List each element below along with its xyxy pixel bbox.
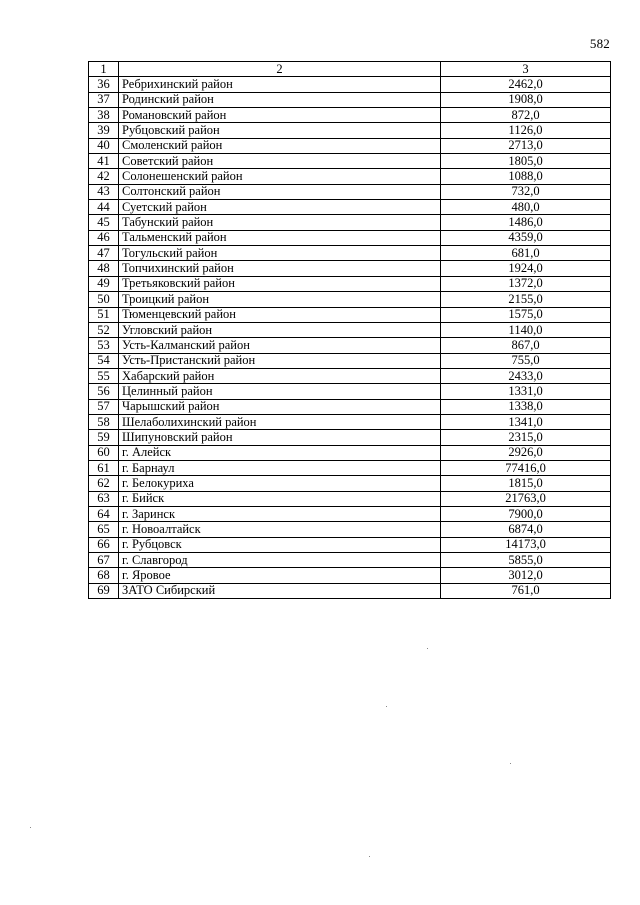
row-name: г. Алейск — [119, 445, 441, 460]
row-number: 62 — [89, 476, 119, 491]
row-number: 65 — [89, 522, 119, 537]
row-value: 2155,0 — [441, 292, 611, 307]
row-number: 68 — [89, 568, 119, 583]
row-name: ЗАТО Сибирский — [119, 583, 441, 598]
row-name: г. Белокуриха — [119, 476, 441, 491]
row-number: 60 — [89, 445, 119, 460]
row-value: 1815,0 — [441, 476, 611, 491]
table-row — [89, 77, 611, 92]
row-number: 36 — [89, 77, 119, 92]
row-name: г. Бийск — [119, 491, 441, 506]
row-value: 1924,0 — [441, 261, 611, 276]
row-value: 1341,0 — [441, 414, 611, 429]
row-number: 39 — [89, 123, 119, 138]
row-name: Суетский район — [119, 200, 441, 215]
table-row — [89, 215, 611, 230]
row-name: Шелаболихинский район — [119, 414, 441, 429]
table-row — [89, 246, 611, 261]
row-value: 77416,0 — [441, 460, 611, 475]
row-number: 63 — [89, 491, 119, 506]
row-name: Смоленский район — [119, 138, 441, 153]
row-name: Ребрихинский район — [119, 77, 441, 92]
scan-speck — [510, 763, 511, 764]
row-value: 1338,0 — [441, 399, 611, 414]
row-value: 21763,0 — [441, 491, 611, 506]
row-number: 46 — [89, 230, 119, 245]
table-row — [89, 368, 611, 383]
table-row — [89, 276, 611, 291]
table-body — [89, 77, 611, 599]
row-name: г. Славгород — [119, 553, 441, 568]
table-row — [89, 322, 611, 337]
table-row — [89, 108, 611, 123]
table-row — [89, 553, 611, 568]
scan-speck — [386, 706, 387, 707]
row-value: 1331,0 — [441, 384, 611, 399]
row-value: 5855,0 — [441, 553, 611, 568]
table-row — [89, 384, 611, 399]
row-value: 2315,0 — [441, 430, 611, 445]
row-number: 56 — [89, 384, 119, 399]
row-value: 732,0 — [441, 184, 611, 199]
row-value: 2926,0 — [441, 445, 611, 460]
row-number: 57 — [89, 399, 119, 414]
row-number: 42 — [89, 169, 119, 184]
row-value: 2433,0 — [441, 368, 611, 383]
row-number: 41 — [89, 154, 119, 169]
row-value: 1908,0 — [441, 92, 611, 107]
row-number: 50 — [89, 292, 119, 307]
row-name: г. Заринск — [119, 506, 441, 521]
row-number: 54 — [89, 353, 119, 368]
table-row — [89, 491, 611, 506]
row-name: г. Яровое — [119, 568, 441, 583]
row-value: 1575,0 — [441, 307, 611, 322]
row-value: 480,0 — [441, 200, 611, 215]
table-row — [89, 414, 611, 429]
row-name: г. Рубцовск — [119, 537, 441, 552]
row-name: Угловский район — [119, 322, 441, 337]
header-col-3: 3 — [441, 62, 611, 77]
row-number: 43 — [89, 184, 119, 199]
row-number: 52 — [89, 322, 119, 337]
row-number: 58 — [89, 414, 119, 429]
row-number: 64 — [89, 506, 119, 521]
row-number: 53 — [89, 338, 119, 353]
row-name: Топчихинский район — [119, 261, 441, 276]
table-row — [89, 460, 611, 475]
row-value: 7900,0 — [441, 506, 611, 521]
table-row — [89, 123, 611, 138]
table-row — [89, 230, 611, 245]
row-value: 1805,0 — [441, 154, 611, 169]
row-value: 1140,0 — [441, 322, 611, 337]
row-value: 755,0 — [441, 353, 611, 368]
scan-speck — [369, 856, 370, 857]
row-name: г. Барнаул — [119, 460, 441, 475]
scan-speck — [30, 827, 31, 828]
table-header-row — [89, 62, 611, 77]
row-name: Солтонский район — [119, 184, 441, 199]
row-name: Родинский район — [119, 92, 441, 107]
row-value: 867,0 — [441, 338, 611, 353]
table-row — [89, 568, 611, 583]
table-row — [89, 307, 611, 322]
row-name: г. Новоалтайск — [119, 522, 441, 537]
row-number: 55 — [89, 368, 119, 383]
row-value: 1088,0 — [441, 169, 611, 184]
row-name: Советский район — [119, 154, 441, 169]
row-number: 61 — [89, 460, 119, 475]
page-number: 582 — [589, 36, 610, 51]
row-value: 3012,0 — [441, 568, 611, 583]
table-row — [89, 583, 611, 598]
row-name: Тогульский район — [119, 246, 441, 261]
row-number: 51 — [89, 307, 119, 322]
row-value: 681,0 — [441, 246, 611, 261]
row-name: Хабарский район — [119, 368, 441, 383]
table-row — [89, 169, 611, 184]
row-name: Тюменцевский район — [119, 307, 441, 322]
scan-speck — [427, 648, 428, 649]
row-name: Романовский район — [119, 108, 441, 123]
table-row — [89, 537, 611, 552]
header-col-2: 2 — [119, 62, 441, 77]
row-number: 49 — [89, 276, 119, 291]
row-number: 44 — [89, 200, 119, 215]
row-value: 761,0 — [441, 583, 611, 598]
row-number: 45 — [89, 215, 119, 230]
row-number: 47 — [89, 246, 119, 261]
row-value: 1486,0 — [441, 215, 611, 230]
row-name: Третьяковский район — [119, 276, 441, 291]
table-row — [89, 92, 611, 107]
row-name: Шипуновский район — [119, 430, 441, 445]
table-row — [89, 292, 611, 307]
table-row — [89, 200, 611, 215]
row-name: Табунский район — [119, 215, 441, 230]
row-number: 40 — [89, 138, 119, 153]
row-number: 69 — [89, 583, 119, 598]
table-row — [89, 138, 611, 153]
row-value: 14173,0 — [441, 537, 611, 552]
row-value: 872,0 — [441, 108, 611, 123]
row-name: Рубцовский район — [119, 123, 441, 138]
row-name: Тальменский район — [119, 230, 441, 245]
table-row — [89, 430, 611, 445]
table-row — [89, 154, 611, 169]
table-row — [89, 522, 611, 537]
row-name: Солонешенский район — [119, 169, 441, 184]
row-name: Усть-Пристанский район — [119, 353, 441, 368]
row-value: 6874,0 — [441, 522, 611, 537]
row-number: 67 — [89, 553, 119, 568]
table-row — [89, 184, 611, 199]
table-row — [89, 506, 611, 521]
row-value: 2713,0 — [441, 138, 611, 153]
table-row — [89, 399, 611, 414]
row-number: 66 — [89, 537, 119, 552]
row-name: Троицкий район — [119, 292, 441, 307]
table-row — [89, 353, 611, 368]
header-col-1: 1 — [89, 62, 119, 77]
row-value: 2462,0 — [441, 77, 611, 92]
row-value: 1126,0 — [441, 123, 611, 138]
data-table — [88, 61, 611, 599]
table-row — [89, 261, 611, 276]
row-number: 37 — [89, 92, 119, 107]
row-name: Целинный район — [119, 384, 441, 399]
row-name: Усть-Калманский район — [119, 338, 441, 353]
table-row — [89, 338, 611, 353]
row-name: Чарышский район — [119, 399, 441, 414]
table-row — [89, 445, 611, 460]
row-value: 4359,0 — [441, 230, 611, 245]
row-value: 1372,0 — [441, 276, 611, 291]
table-row — [89, 476, 611, 491]
row-number: 59 — [89, 430, 119, 445]
row-number: 38 — [89, 108, 119, 123]
row-number: 48 — [89, 261, 119, 276]
